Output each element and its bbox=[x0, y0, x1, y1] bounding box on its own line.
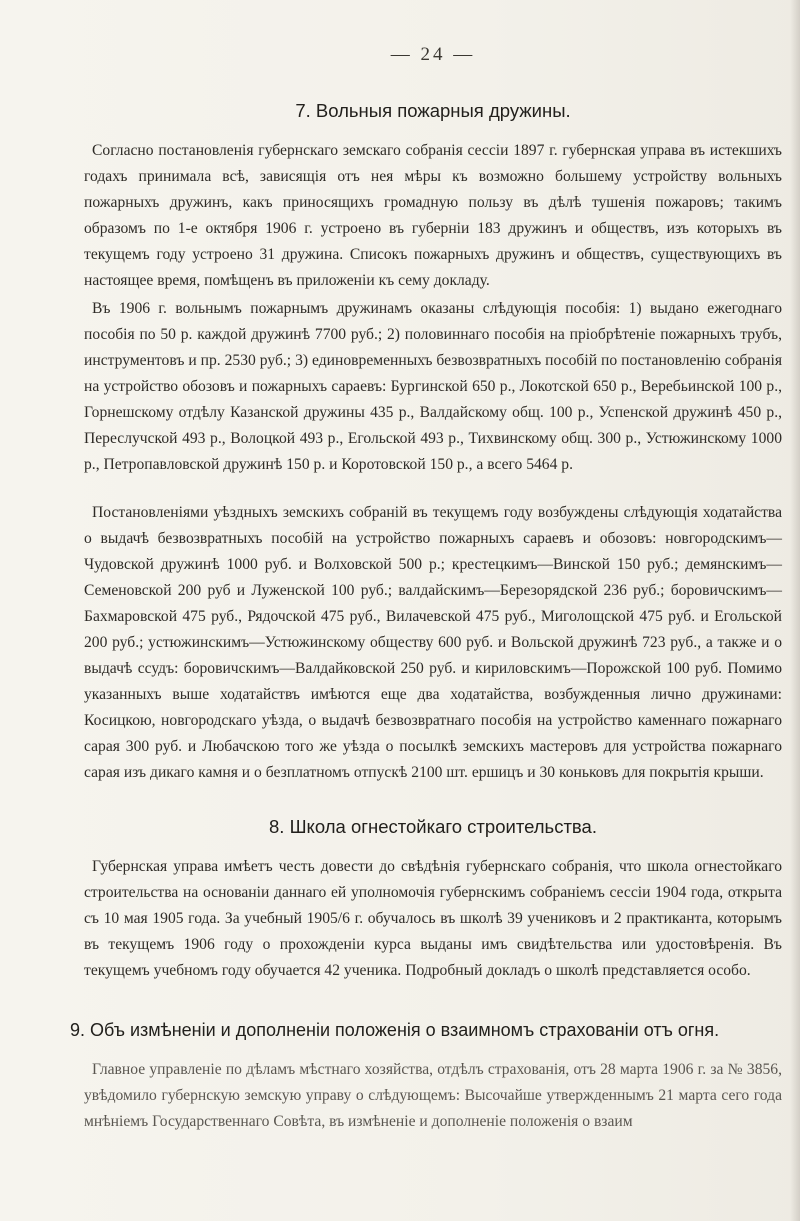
section-8-paragraph-1: Губернская управа имѣетъ честь довести до свѣдѣнія губернскаго собранія, что школа огнестойкаго строительства на основаніи даннаго ей уполномочія губернскимъ собраніемъ сессіи 1904 года, открыта съ 10 мая 1905 года. За учебный 1905/6 г. обучалось въ школѣ 39 учениковъ и 2 практиканта, которымъ въ текущемъ 1906 году о прохожденіи курса выданы имъ свидѣтельства или удостовѣренія. Въ текущемъ учебномъ году обучается 42 ученика. Подробный докладъ о школѣ представляется особо. bbox=[84, 858, 782, 979]
section-7 bbox=[84, 100, 782, 786]
section-7-heading: 7. Вольныя пожарныя дружины. bbox=[295, 100, 571, 121]
page-number: — 24 — bbox=[390, 44, 476, 65]
section-7-paragraph-1: Согласно постановленія губернскаго земскаго собранія сессіи 1897 г. губернская управа въ истекшихъ годахъ принимала всѣ, зависящія отъ нея мѣры къ возможно большему устройству вольныхъ пожарныхъ дружинъ, какъ приносящихъ громадную пользу въ дѣлѣ тушенія пожаровъ; такимъ образомъ по 1-е октября 1906 г. устроено въ губерніи 183 дружинъ и обществъ, изъ которыхъ въ текущемъ году устроено 31 дружина. Списокъ пожарныхъ дружинъ и обществъ, существующихъ въ настоящее время, помѣщенъ въ приложеніи къ сему докладу. bbox=[84, 142, 782, 289]
section-9 bbox=[70, 1020, 782, 1135]
section-7-paragraph-2: Въ 1906 г. вольнымъ пожарнымъ дружинамъ оказаны слѣдующія пособія: 1) выдано ежегоднаго пособія по 50 р. каждой дружинѣ 7700 руб.; 2) половиннаго пособія на пріобрѣтеніе пожарныхъ трубъ, инструментовъ и пр. 2530 руб.; 3) единовременныхъ безвозвратныхъ пособій по постановленію собранія на устройство обозовъ и пожарныхъ сараевъ: Бургинской 650 р., Локотской 650 р., Веребьинской 100 р., Горнешскому отдѣлу Казанской дружины 435 р., Валдайскому общ. 100 р., Успенской дружинѣ 450 р., Переслучской 493 р., Волоцкой 493 р., Егольской 493 р., Тихвинскому общ. 300 р., Устюжинскому 1000 р., Петропавловской дружинѣ 150 р. и Коротовской 150 р., а всего 5464 р. bbox=[84, 300, 782, 473]
section-9-paragraph-1: Главное управленіе по дѣламъ мѣстнаго хозяйства, отдѣлъ страхованія, отъ 28 марта 1906 г. за № 3856, увѣдомило губернскую земскую управу о слѣдующемъ: Высочайше утвержденнымъ 21 марта сего года мнѣніемъ Государственнаго Совѣта, въ измѣненіе и дополненіе положенія о взаим bbox=[84, 1061, 782, 1130]
section-8 bbox=[84, 816, 782, 984]
section-9-heading: 9. Объ измѣненіи и дополненіи положенія о взаимномъ страхованіи отъ огня. bbox=[70, 1020, 720, 1040]
page-edge-shadow bbox=[790, 0, 800, 1221]
section-7-paragraph-3: Постановленіями уѣздныхъ земскихъ собраній въ текущемъ году возбуждены слѣдующія ходатайства о выдачѣ безвозвратныхъ пособій на устройство пожарныхъ сараевъ и обозовъ: новгородскимъ—Чудовской дружинѣ 1000 руб. и Волховской 500 р.; крестецкимъ—Винской 150 руб.; демянскимъ—Семеновской 200 руб и Луженской 100 руб.; валдайскимъ—Березорядской 236 руб.; боровичскимъ—Бахмаровской 475 руб., Рядочской 475 руб., Вилачевской 475 руб., Миголощской 475 руб. и Егольской 200 руб.; устюжинскимъ—Устюжинскому обществу 600 руб. и Вольской дружинѣ 723 руб., а также и о выдачѣ ссудъ: боровичскимъ—Валдайковской 250 руб. и кириловскимъ—Порожской 100 руб. Помимо указанныхъ выше ходатайствъ имѣются еще два ходатайства, возбужденныя лично дружинами: Косицкою, новгородскаго уѣзда, о выдачѣ безвозвратнаго пособія на устройство каменнаго пожарнаго сарая 300 руб. и Любачскою того же уѣзда о посылкѣ земскихъ мастеровъ для устройства пожарнаго сарая изъ дикаго камня и о безплатномъ отпускѣ 2100 шт. ершицъ и 30 коньковъ для покрытія крыши. bbox=[84, 504, 782, 781]
section-8-heading: 8. Школа огнестойкаго строительства. bbox=[269, 816, 597, 837]
